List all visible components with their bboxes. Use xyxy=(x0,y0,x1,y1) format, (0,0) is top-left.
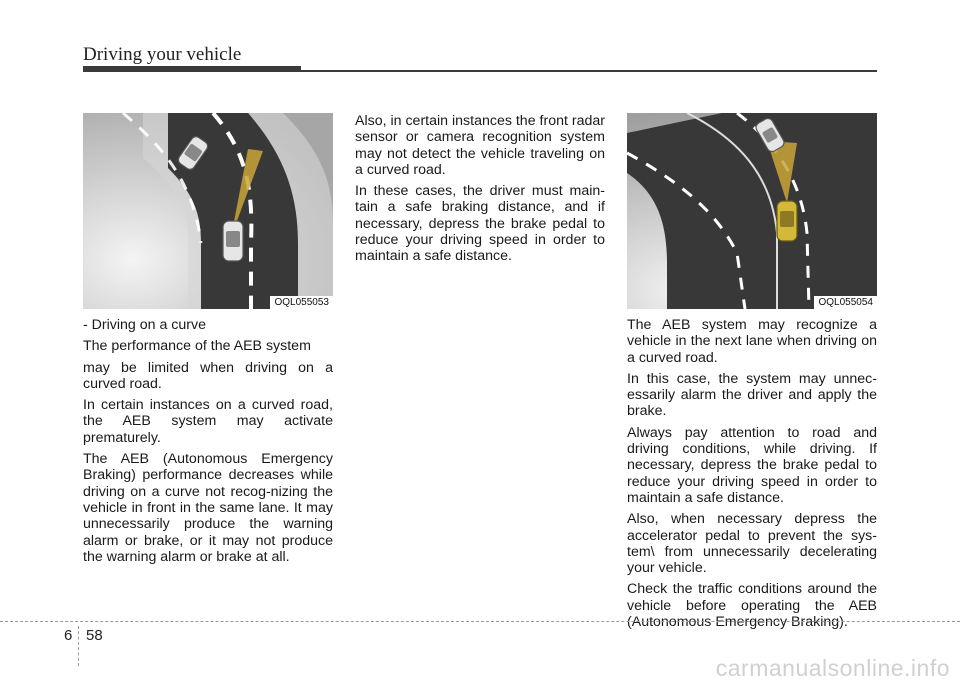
text-column-2 xyxy=(355,113,605,270)
text-column-1 xyxy=(83,317,333,570)
paragraph: Also, in certain instances the front radar sensor or camera recognition system may not detect the vehicle traveling on a curved road. xyxy=(355,113,605,178)
page-number-separator xyxy=(78,626,79,666)
figure-curve-next-lane-illustration xyxy=(627,113,877,309)
footer-divider xyxy=(0,621,960,622)
text-column-3 xyxy=(627,317,877,635)
paragraph: Check the traffic conditions around the vehicle before operating the AEB (Autonomous Emergency Braking). xyxy=(627,581,877,631)
figure-curve-next-lane xyxy=(627,113,877,309)
paragraph: In these cases, the driver must main-tain a safe braking distance, and if necessary, depress the brake pedal to reduce your driving speed in order to maintain a safe distance. xyxy=(355,183,605,265)
figure-curve-same-lane-illustration xyxy=(83,113,333,309)
paragraph: may be limited when driving on a curved road. xyxy=(83,359,333,392)
header-rule-thin xyxy=(301,70,877,72)
paragraph: Also, when necessary depress the accelerator pedal to prevent the sys-tem\ from unnecessarily decelerating your vehicle. xyxy=(627,511,877,577)
figure-code-label: OQL055053 xyxy=(270,296,334,309)
figure-curve-same-lane xyxy=(83,113,333,309)
header-rule-thick xyxy=(83,66,301,72)
paragraph: Always pay attention to road and driving conditions, while driving. If necessary, depress the brake pedal to reduce your driving speed in order to maintain a safe distance. xyxy=(627,424,877,506)
paragraph: The AEB (Autonomous Emergency Braking) performance decreases while driving on a curve not recog-nizing the vehicle in front in the same lane. It may unnecessarily produce the warning alarm or brake, or it may not produce the warning alarm or brake at all. xyxy=(83,451,333,565)
paragraph: In this case, the system may unnec-essarily alarm the driver and apply the brake. xyxy=(627,370,877,420)
paragraph: In certain instances on a curved road, the AEB system may activate prematurely. xyxy=(83,397,333,446)
page-number: 58 xyxy=(86,627,103,644)
paragraph: - Driving on a curve xyxy=(83,317,207,333)
watermark: carmanualsonline.info xyxy=(715,655,950,681)
ego-car-icon xyxy=(223,221,243,261)
chapter-number: 6 xyxy=(64,627,73,644)
paragraph: The performance of the AEB system xyxy=(83,338,311,355)
ego-car-icon xyxy=(777,201,797,241)
figure-code-label: OQL055054 xyxy=(814,296,878,309)
page-header-title: Driving your vehicle xyxy=(83,44,242,65)
paragraph: The AEB system may recognize a vehicle in the next lane when driving on a curved road. xyxy=(627,317,877,366)
